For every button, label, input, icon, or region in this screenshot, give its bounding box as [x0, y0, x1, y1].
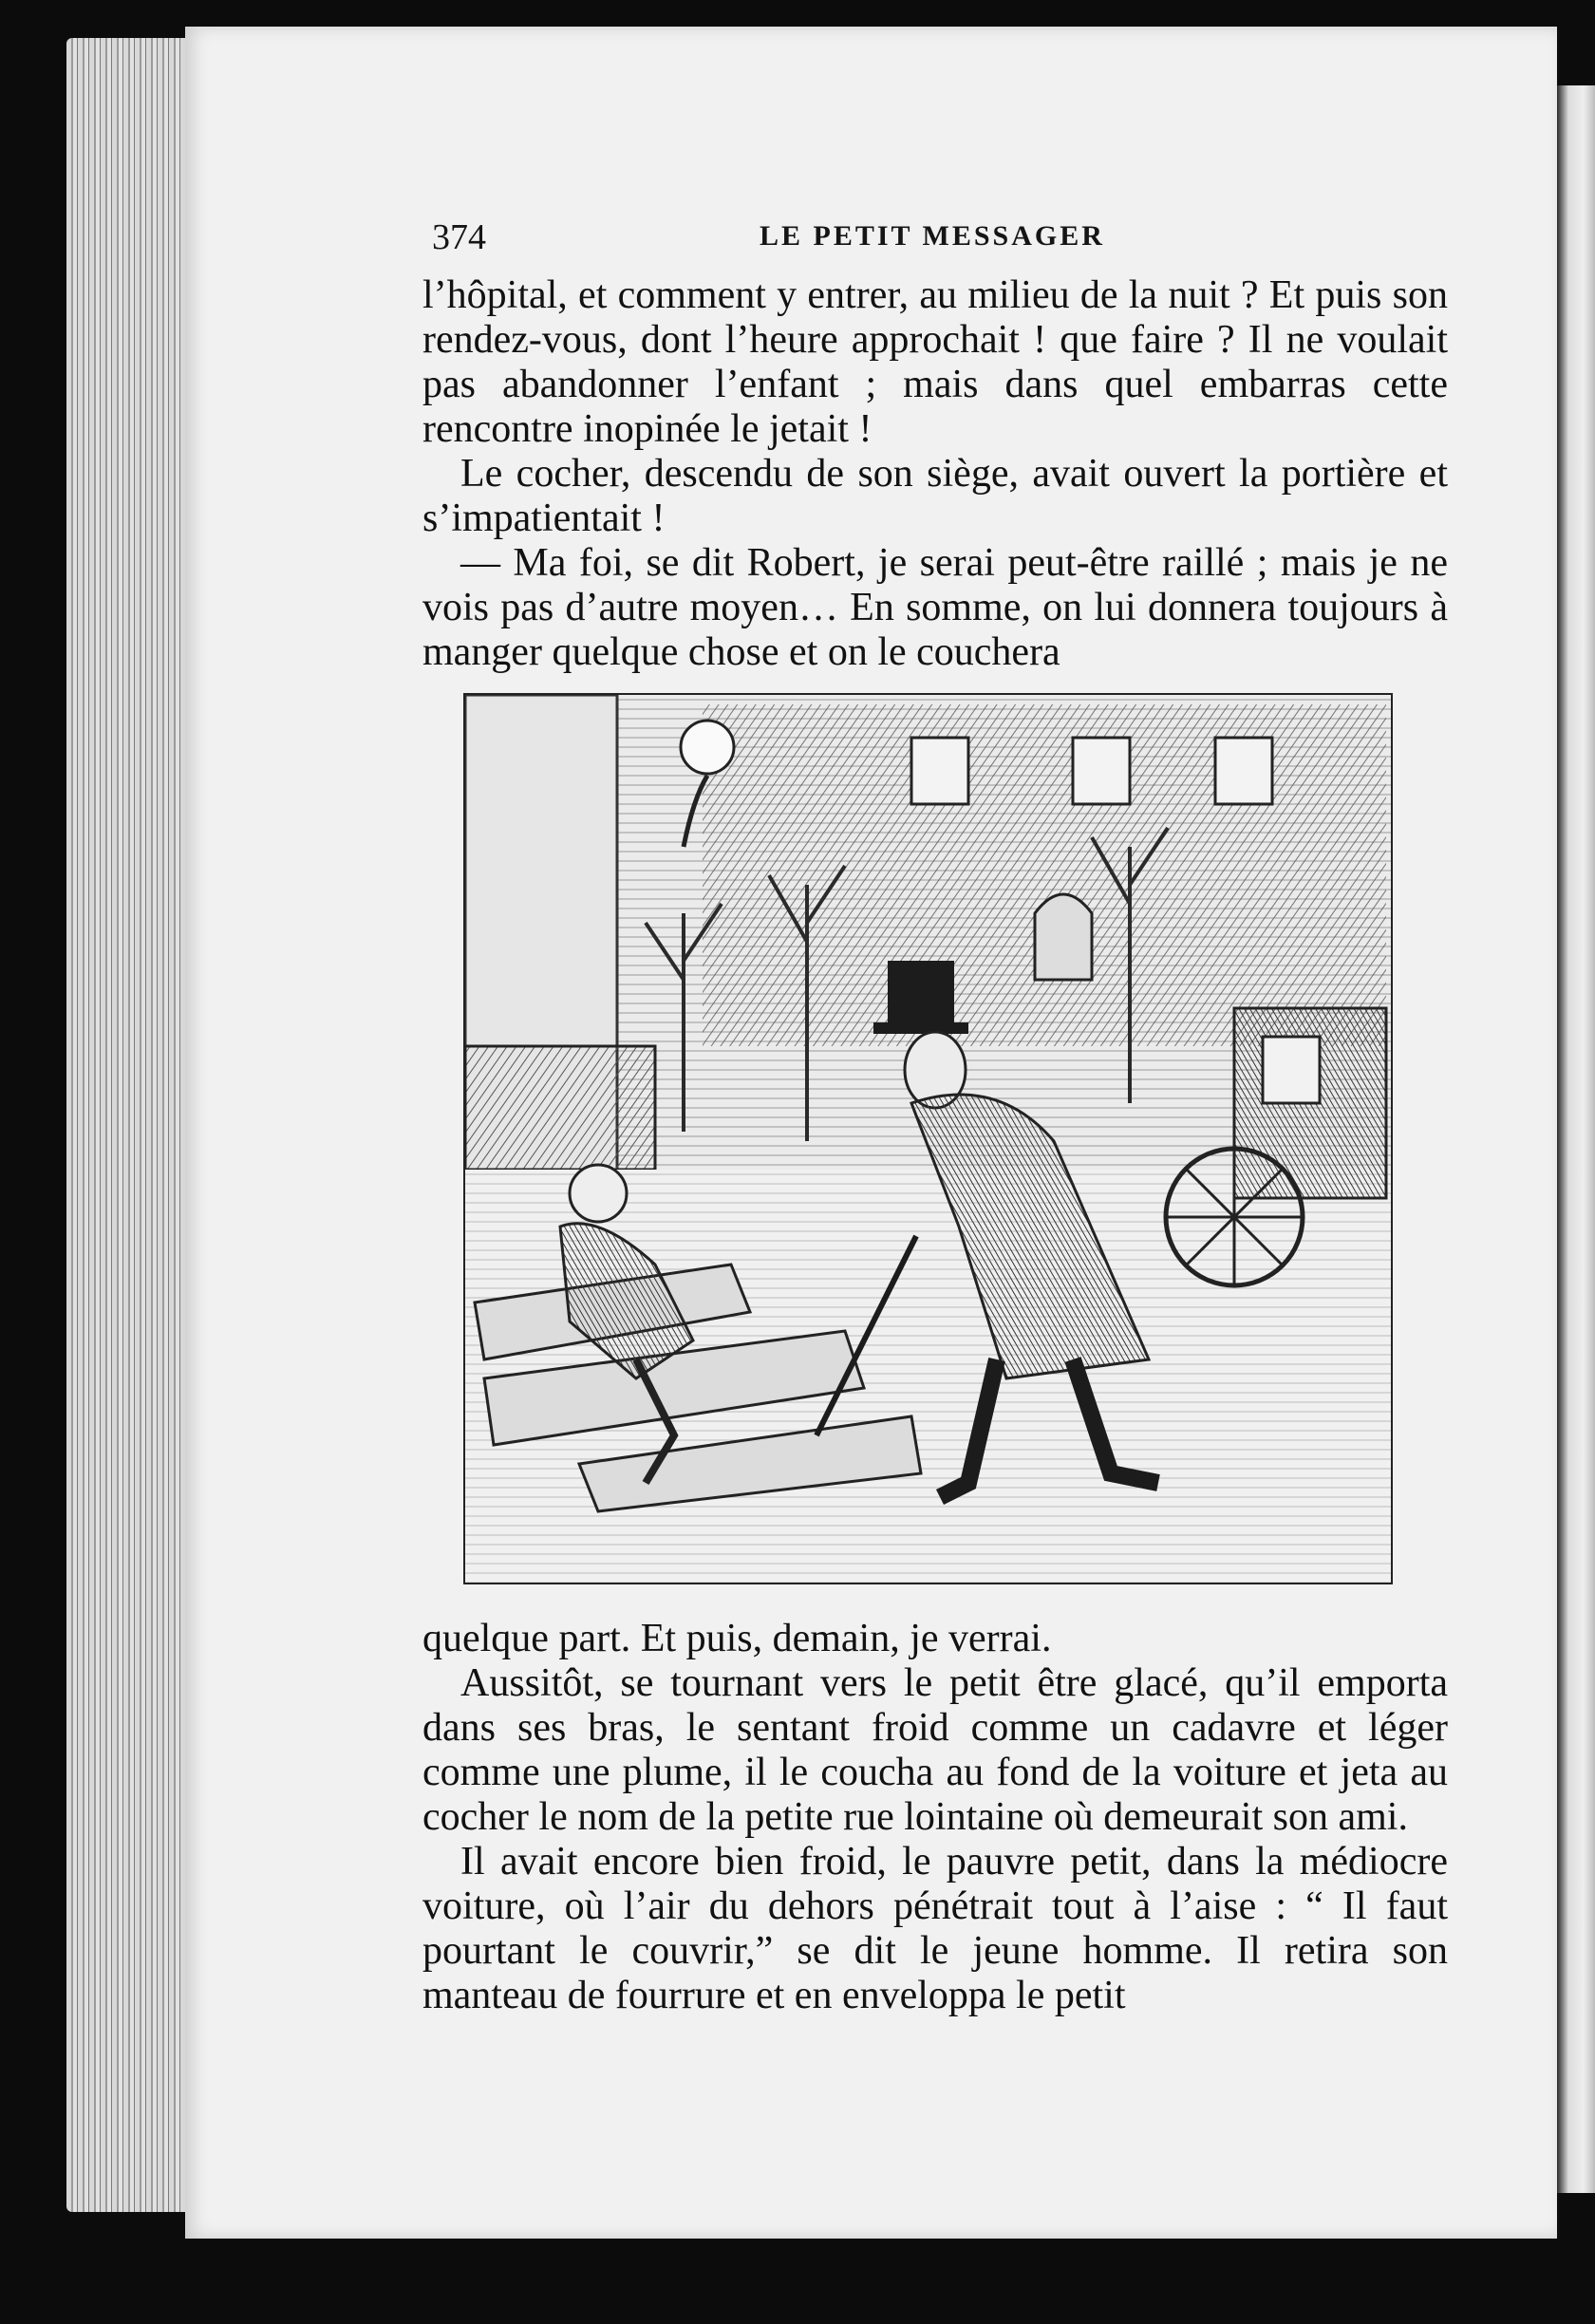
page-header — [432, 216, 1438, 264]
text-block-top — [422, 273, 1448, 675]
paragraph: Il avait encore bien froid, le pauvre petit, dans la médiocre voiture, où l’air du dehors pénétrait tout à l’aise : “ Il faut pourtant le couvrir,” se dit le jeune homme. Il retira son manteau de fourrure et en enveloppa le petit — [422, 1840, 1448, 2017]
paragraph: l’hôpital, et comment y entrer, au milieu de la nuit ? Et puis son rendez-vous, dont l’heure approchait ! que faire ? Il ne voulait pas abandonner l’enfant ; mais dans quel embarras cette rencontre inopinée le jetait ! — [422, 273, 1448, 451]
facing-page-edge — [1557, 85, 1595, 2193]
page-number: 374 — [432, 217, 486, 257]
paragraph: Le cocher, descendu de son siège, avait ouvert la portière et s’impatientait ! — [422, 452, 1448, 540]
text-block-bottom — [422, 1617, 1448, 2018]
paragraph: — Ma foi, se dit Robert, je serai peut-être raillé ; mais je ne vois pas d’autre moyen… En somme, on lui donnera toujours à manger quelque chose et on le couchera — [422, 541, 1448, 674]
paragraph: Aussitôt, se tournant vers le petit être glacé, qu’il emporta dans ses bras, le sentant froid comme un cadavre et léger comme une plume, il le coucha au fond de la voiture et jeta au cocher le nom de la petite rue lointaine où demeurait son ami. — [422, 1661, 1448, 1839]
engraving-street-scene — [465, 695, 1391, 1583]
paragraph: quelque part. Et puis, demain, je verrai. — [422, 1617, 1052, 1660]
running-title: LE PETIT MESSAGER — [760, 220, 1105, 252]
engraving-illustration — [463, 693, 1393, 1584]
